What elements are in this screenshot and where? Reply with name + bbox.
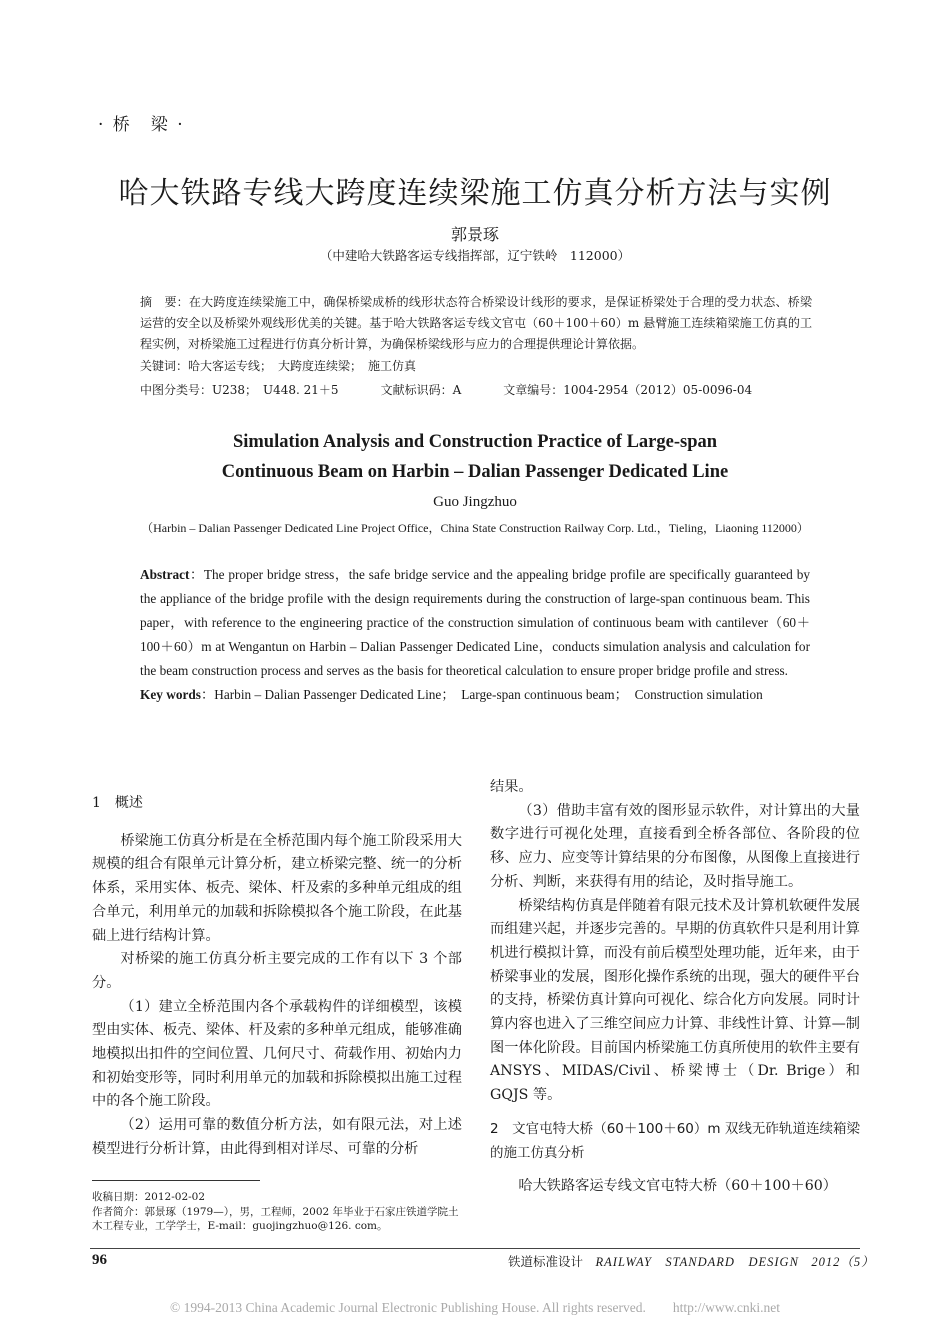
section-heading-1: 1 概述: [92, 795, 143, 811]
affiliation-cn: （中建哈大铁路客运专线指挥部，辽宁铁岭 112000）: [319, 248, 631, 263]
paragraph: （1）建立全桥范围内各个承载构件的详细模型，该模型由实体、板壳、梁体、杆及索的多种单元组成，能够准确地模拟出扣件的空间位置、几何尺寸、荷载作用、初始内力和初始变形等，同时利用单元的加载和拆除模拟出施工过程中的各个施工阶段。: [92, 998, 462, 1110]
author-cn: 郭景琢: [450, 225, 499, 244]
footnote: [92, 1190, 464, 1234]
keywords-cn: 关键词：哈大客运专线； 大跨度连续梁； 施工仿真: [140, 359, 417, 373]
author-en: Guo Jingzhuo: [433, 494, 517, 510]
paragraph: 结果。: [490, 779, 533, 795]
abstract-en-body: [140, 563, 810, 683]
received-date: 收稿日期：2012-02-02: [92, 1191, 206, 1203]
footnote-divider: [92, 1180, 260, 1181]
abstract-cn-label: 摘 要：: [140, 295, 189, 309]
abstract-en-text: ：The proper bridge stress，the safe bridge service and the appealing bridge profile are specifically guaranteed by the appliance of the bridge profile with the design requirements during the construction of large-span continuous beam. This paper，with reference to the engineering practice of the construction simulation of continuous beam with cantilever（60＋100＋60）m at Wengantun on Harbin – Dalian Passenger Dedicated Line，conducts simulation analysis and calculation for the beam construction process and serves as the basis for theoretical calculation to ensure proper bridge profile and stress.: [140, 567, 810, 678]
clc-number: 中图分类号：U238； U448. 21＋5: [140, 383, 339, 397]
title-en-line1: Simulation Analysis and Construction Practice of Large-span: [232, 432, 718, 452]
running-footer: [508, 1252, 875, 1270]
page-number: 96: [92, 1252, 107, 1268]
abstract-cn-text: 在大跨度连续梁施工中，确保桥梁成桥的线形状态符合桥梁设计线形的要求，是保证桥梁处于合理的受力状态、桥梁运营的安全以及桥梁外观线形优美的关键。基于哈大铁路客运专线文官屯（60＋100＋60）m 悬臂施工连续箱梁施工仿真的工程实例，对桥梁施工过程进行仿真分析计算，为确保桥梁线形与应力的合理提供理论计算依据。: [140, 295, 812, 351]
paragraph: （3）借助丰富有效的图形显示软件，对计算出的大量数字进行可视化处理，直接看到全桥各部位、各阶段的位移、应力、应变等计算结果的分布图像，从图像上直接进行分析、判断，来获得有用的结论，及时指导施工。: [490, 802, 860, 890]
doc-code: 文献标识码：A: [380, 383, 462, 397]
title-en: [0, 427, 950, 487]
abstract-cn: [140, 292, 812, 355]
section-heading-2: 2 文官屯特大桥（60＋100＋60）m 双线无砟轨道连续箱梁的施工仿真分析: [490, 1120, 860, 1161]
abstract-en: [140, 563, 810, 707]
keywords-en-label: Key words: [140, 687, 201, 702]
issue: 2012（5）: [811, 1255, 875, 1269]
journal-cn: 铁道标准设计: [508, 1254, 584, 1269]
paragraph: 哈大铁路客运专线文官屯特大桥（60＋100＋60）: [518, 1178, 837, 1195]
title-cn: 哈大铁路专线大跨度连续梁施工仿真分析方法与实例: [118, 176, 832, 211]
journal-en: RAILWAY STANDARD DESIGN: [595, 1255, 799, 1269]
affiliation-en: （Harbin – Dalian Passenger Dedicated Line Project Office，China State Construction Railway Corp. Ltd.，Tieling，Liaoning 112000）: [141, 521, 809, 535]
keywords-en: [140, 683, 810, 707]
paragraph: 对桥梁的施工仿真分析主要完成的工作有以下 3 个部分。: [92, 951, 462, 991]
title-en-line2: Continuous Beam on Harbin – Dalian Passenger Dedicated Line: [221, 462, 729, 482]
body-right-column: [490, 776, 860, 1199]
paragraph: 桥梁施工仿真分析是在全桥范围内每个施工阶段采用大规模的组合有限单元计算分析，建立桥梁完整、统一的分析体系，采用实体、板壳、梁体、杆及索的多种单元组成的组合单元，利用单元的加载和拆除模拟各个施工阶段，在此基础上进行结构计算。: [92, 832, 462, 944]
paragraph: （2）运用可靠的数值分析方法，如有限元法，对上述模型进行分析计算，由此得到相对详尽、可靠的分析: [92, 1117, 462, 1157]
keywords-en-text: ：Harbin – Dalian Passenger Dedicated Line； Large-span continuous beam； Construction simulation: [200, 687, 763, 702]
copyright-watermark: © 1994-2013 China Academic Journal Electronic Publishing House. All rights reserved. http://www.cnki.net: [169, 1300, 781, 1315]
classification-line: [140, 381, 794, 398]
author-info: 作者简介：郭景琢（1979—），男，工程师，2002 年毕业于石家庄铁道学院土木工程专业，工学学士，E-mail：guojingzhuo@126. com。: [92, 1205, 459, 1232]
column-tag: · 桥 梁 ·: [98, 115, 185, 135]
paragraph: 桥梁结构仿真是伴随着有限元技术及计算机软硬件发展而组建兴起，并逐步完善的。早期的仿真软件只是利用计算机进行模拟计算，而没有前后模型处理功能，近年来，由于桥梁事业的发展，图形化操作系统的出现，强大的硬件平台的支持，桥梁仿真计算向可视化、综合化方向发展。同时计算内容也进入了三维空间应力计算、非线性计算、计算—制图一体化阶段。目前国内桥梁施工仿真所使用的软件主要有 ANSYS、MIDAS/Civil、桥梁博士（Dr. Brige）和 GQJS 等。: [490, 897, 860, 1104]
body-left-column: [92, 792, 462, 1162]
footer-divider: [90, 1248, 860, 1249]
abstract-en-label: Abstract: [140, 567, 190, 582]
article-number: 文章编号：1004-2954（2012）05-0096-04: [503, 383, 753, 397]
